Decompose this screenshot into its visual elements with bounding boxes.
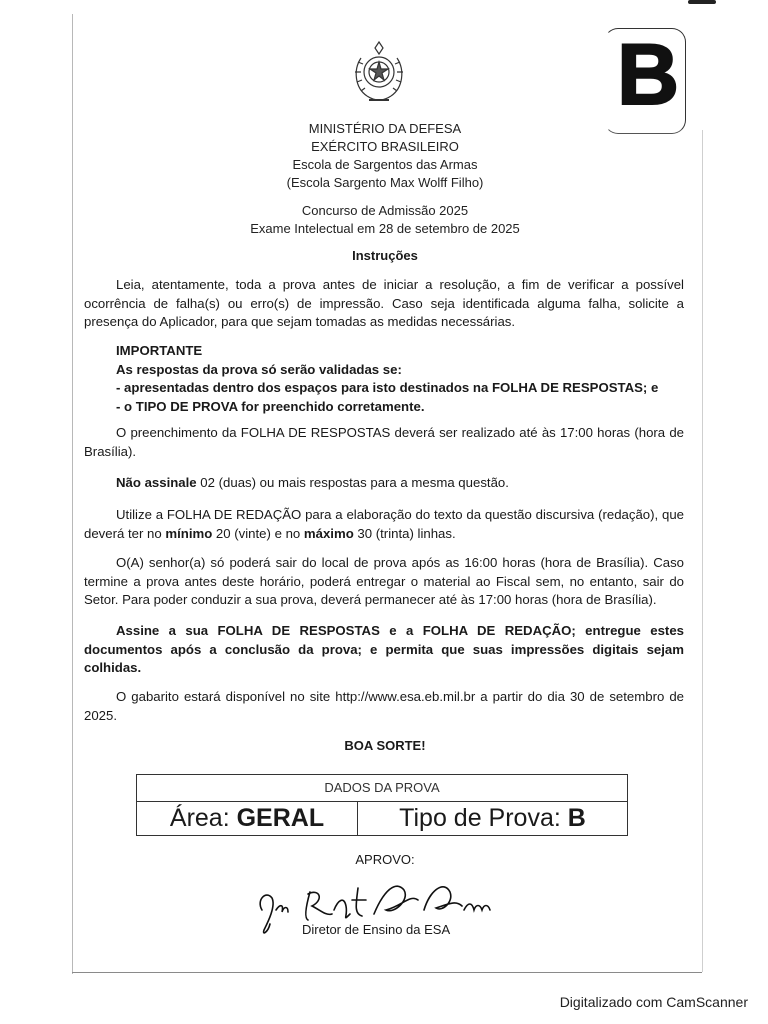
sheet-edge-bottom <box>72 972 702 973</box>
important-line-3: - o TIPO DE PROVA for preenchido corretamente. <box>116 398 425 414</box>
exam-date-line: Exame Intelectual em 28 de setembro de 2025 <box>250 221 520 236</box>
scan-corner-mark <box>688 0 716 4</box>
area-value: GERAL <box>236 804 325 832</box>
scanner-watermark: Digitalizado com CamScanner <box>559 994 748 1010</box>
exam-type-cell <box>358 802 627 835</box>
coat-of-arms-icon <box>349 38 409 108</box>
important-title: IMPORTANTE <box>116 343 203 358</box>
instruction-read-carefully: Leia, atentamente, toda a prova antes de iniciar a resolução, a fim de verificar a possível ocorrência de falha(s) ou erro(s) de impressão. Caso seja identificada alguma falha, solicite a presença do Aplicador, para que sejam tomadas as medidas necessárias. <box>84 277 684 329</box>
p5-b: 20 (vinte) e no <box>212 525 304 541</box>
p5-max: máximo <box>303 525 354 541</box>
sheet-edge-right <box>702 130 703 972</box>
type-value: B <box>567 804 586 832</box>
school-alt-line: (Escola Sargento Max Wolff Filho) <box>286 175 484 190</box>
school-line: Escola de Sargentos das Armas <box>292 157 478 172</box>
p5-min: mínimo <box>165 525 213 541</box>
exam-area-cell <box>137 802 358 835</box>
good-luck-text: BOA SORTE! <box>344 738 426 753</box>
instruction-sign-sheets: Assine a sua FOLHA DE RESPOSTAS e a FOLHA DE REDAÇÃO; entregue estes documentos após a conclusão da prova; e permita que suas impressões digitais sejam colhidas. <box>84 623 684 675</box>
instruction-answer-sheet-deadline: O preenchimento da FOLHA DE RESPOSTAS deverá ser realizado até às 17:00 horas (hora de Brasília). <box>84 425 684 459</box>
exam-header <box>200 202 570 238</box>
approval-label: APROVO: <box>355 852 415 867</box>
army-line: EXÉRCITO BRASILEIRO <box>311 139 459 154</box>
instruction-leave-time: O(A) senhor(a) só poderá sair do local de prova após as 16:00 horas (hora de Brasília). Caso termine a prova antes deste horário, poderá entregar o material ao Fiscal sem, no entanto, sair do Setor. Para poder conduzir a sua prova, deverá permanecer até às 17:00 horas (hora de Brasília). <box>84 555 684 607</box>
instruction-essay <box>84 506 684 543</box>
director-title: Diretor de Ensino da ESA <box>302 922 451 937</box>
institution-header <box>200 120 570 192</box>
important-line-1: As respostas da prova só serão validadas se: <box>116 361 402 377</box>
instruction-answer-key: O gabarito estará disponível no site http://www.esa.eb.mil.br a partir do dia 30 de setembro de 2025. <box>84 689 684 723</box>
instruction-single-answer <box>84 474 684 493</box>
exam-type-letter: B <box>616 27 680 123</box>
instructions-title: Instruções <box>352 248 418 263</box>
important-block <box>116 342 686 416</box>
ministry-line: MINISTÉRIO DA DEFESA <box>308 121 462 136</box>
contest-line: Concurso de Admissão 2025 <box>301 203 469 218</box>
type-label: Tipo de Prova: <box>399 804 568 832</box>
p5-a: Utilize a FOLHA DE REDAÇÃO para a elaboração do texto da questão discursiva (redação), que deverá ter no <box>84 507 684 541</box>
p4-bold: Não assinale <box>116 475 197 490</box>
area-label: Área: <box>169 804 237 832</box>
p4-rest: 02 (duas) ou mais respostas para a mesma questão. <box>196 475 509 490</box>
important-line-2: - apresentadas dentro dos espaços para isto destinados na FOLHA DE RESPOSTAS; e <box>116 380 659 395</box>
exam-data-heading: DADOS DA PROVA <box>137 775 627 802</box>
sheet-edge-left <box>72 14 73 974</box>
p5-c: 30 (trinta) linhas. <box>353 525 456 541</box>
exam-data-table <box>136 774 628 836</box>
